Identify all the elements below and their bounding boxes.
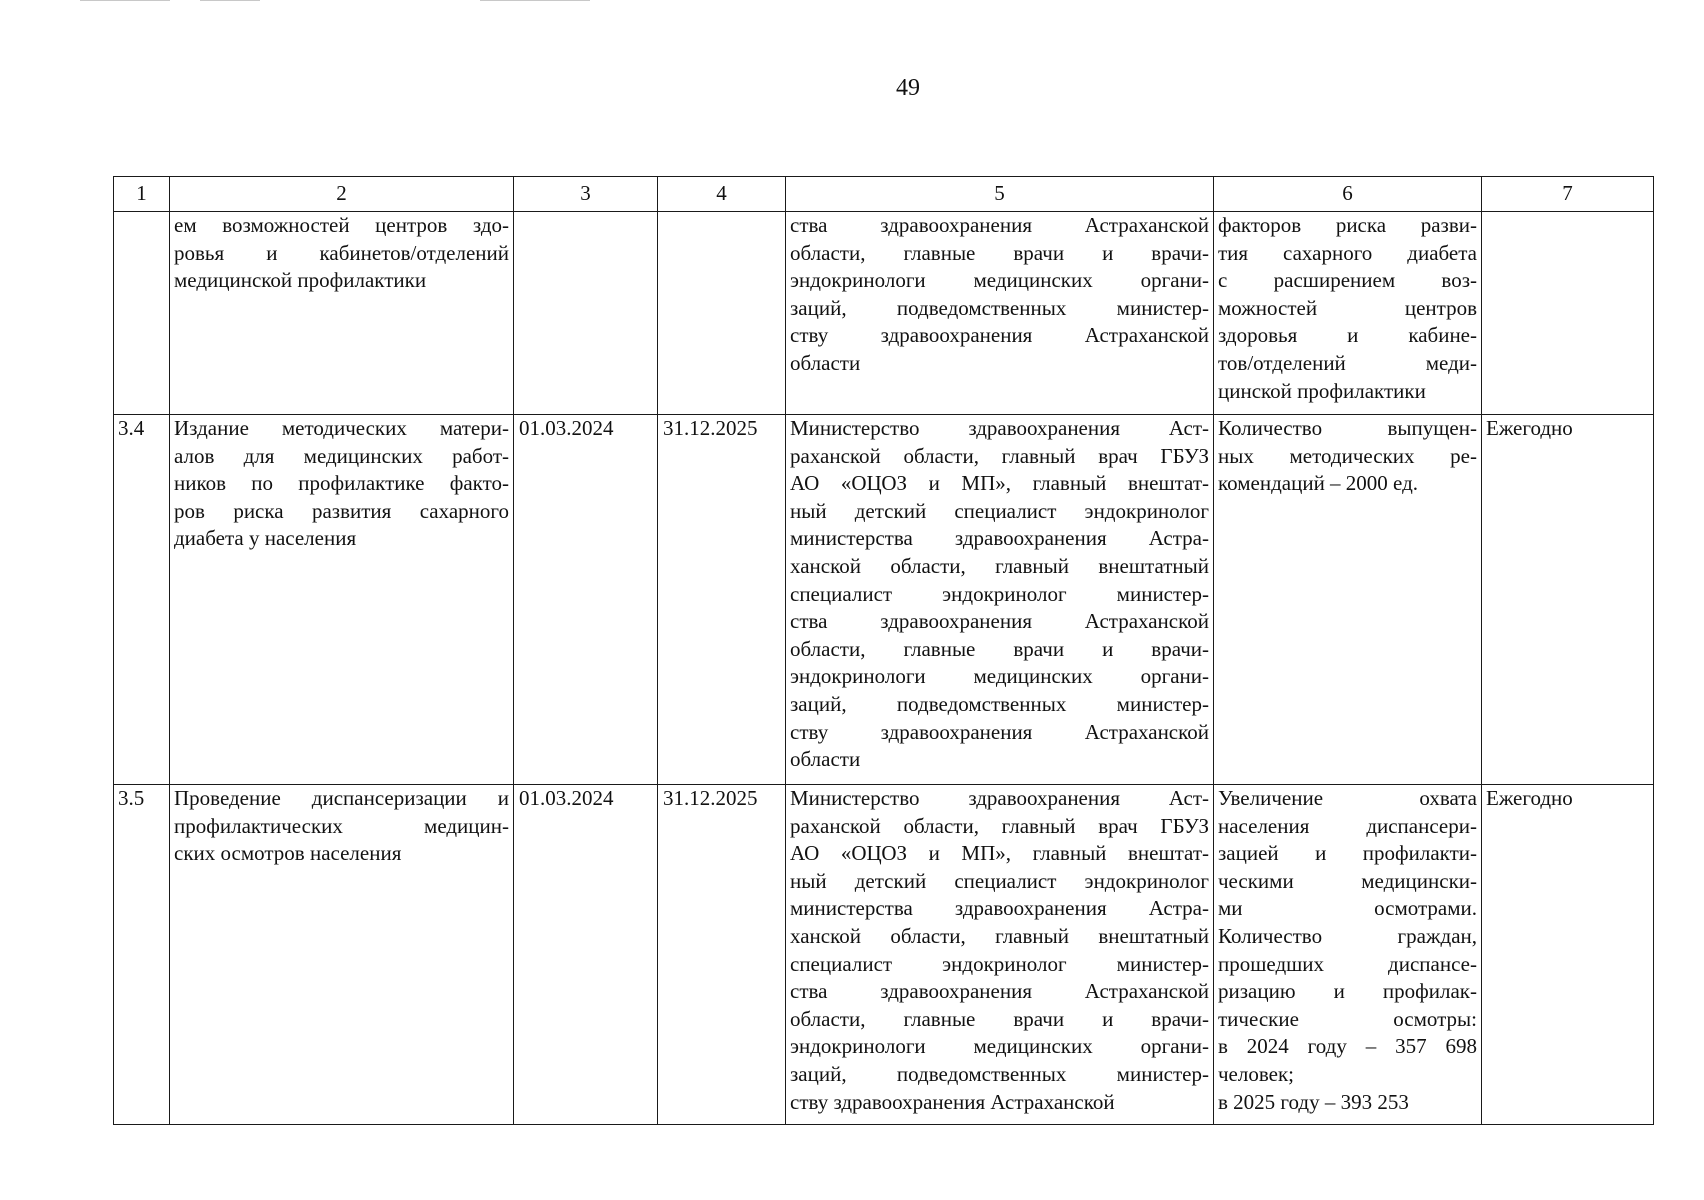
- executors-line: ханской области, главный внештатный: [790, 553, 1209, 578]
- executors-line: области, главные врачи и врачи-: [790, 240, 1209, 265]
- executors-line: эндокринологи медицинских органи-: [790, 664, 1209, 689]
- expected-result-line: населения диспансери-: [1218, 813, 1477, 838]
- measures-table: [113, 176, 1654, 1125]
- expected-result-line: в 2024 году – 357 698: [1218, 1034, 1477, 1059]
- executors-line: Министерство здравоохранения Аст-: [790, 416, 1209, 440]
- start-date: 01.03.2024: [514, 785, 658, 1125]
- table-row: [114, 785, 1654, 1125]
- table-header-row: [114, 177, 1654, 212]
- expected-result-line: Количество выпущен-: [1218, 416, 1477, 440]
- executors-line: ству здравоохранения Астраханской: [790, 719, 1209, 744]
- expected-result-line: Количество граждан,: [1218, 923, 1477, 948]
- executors-line: Министерство здравоохранения Аст-: [790, 786, 1209, 810]
- page-number: 49: [896, 75, 920, 101]
- start-date: 01.03.2024: [514, 415, 658, 785]
- executors-line: ханской области, главный внештатный: [790, 923, 1209, 948]
- measure-name: [170, 785, 514, 1125]
- measure-name-line: ров риска развития сахарного: [174, 498, 509, 523]
- start-date: [514, 212, 658, 415]
- expected-result-line: человек;: [1218, 1061, 1295, 1086]
- measure-name-line: ников по профилактике факто-: [174, 471, 509, 496]
- executors-line: раханской области, главный врач ГБУЗ: [790, 813, 1209, 838]
- measure-name-line: профилактических медицин-: [174, 813, 509, 838]
- expected-result-line: факторов риска разви-: [1218, 213, 1477, 237]
- measure-name: [170, 212, 514, 415]
- expected-result-line: ризацию и профилак-: [1218, 979, 1477, 1004]
- expected-result-line: комендаций – 2000 ед.: [1218, 471, 1419, 496]
- executors-line: заций, подведомственных министер-: [790, 295, 1209, 320]
- executors-line: ный детский специалист эндокринолог: [790, 868, 1209, 893]
- measure-name-line: медицинской профилактики: [174, 268, 427, 293]
- executors-line: ству здравоохранения Астраханской: [790, 1089, 1115, 1114]
- executors-line: АО «ОЦОЗ и МП», главный внештат-: [790, 841, 1209, 866]
- executors: [786, 212, 1214, 415]
- measure-name-line: ем возможностей центров здо-: [174, 213, 509, 237]
- measure-name-line: Проведение диспансеризации и: [174, 786, 509, 810]
- expected-result-line: ми осмотрами.: [1218, 896, 1477, 921]
- measure-name-line: алов для медицинских работ-: [174, 443, 509, 468]
- measure-name-line: диабета у населения: [174, 526, 357, 551]
- expected-result-line: можностей центров: [1218, 295, 1477, 320]
- expected-result-line: тические осмотры:: [1218, 1006, 1477, 1031]
- header-cell: 5: [786, 177, 1214, 212]
- executors-line: раханской области, главный врач ГБУЗ: [790, 443, 1209, 468]
- expected-result-line: ных методических ре-: [1218, 443, 1477, 468]
- expected-result-line: ческими медицински-: [1218, 868, 1477, 893]
- executors-line: ства здравоохранения Астраханской: [790, 609, 1209, 634]
- executors-line: области: [790, 350, 861, 375]
- table-row: [114, 415, 1654, 785]
- executors-line: министерства здравоохранения Астра-: [790, 526, 1209, 551]
- frequency: Ежегодно: [1482, 785, 1654, 1125]
- frequency: [1482, 212, 1654, 415]
- header-cell: 2: [170, 177, 514, 212]
- scan-artifact-line: [80, 0, 170, 1]
- executors-line: ству здравоохранения Астраханской: [790, 323, 1209, 348]
- table-row: [114, 212, 1654, 415]
- executors-line: ства здравоохранения Астраханской: [790, 979, 1209, 1004]
- expected-result-line: тия сахарного диабета: [1218, 240, 1477, 265]
- executors-line: специалист эндокринолог министер-: [790, 581, 1209, 606]
- measure-name: [170, 415, 514, 785]
- item-number: 3.4: [114, 415, 170, 785]
- expected-result: [1214, 785, 1482, 1125]
- executors-line: области, главные врачи и врачи-: [790, 1006, 1209, 1031]
- expected-result-line: цинской профилактики: [1218, 378, 1426, 403]
- end-date: 31.12.2025: [658, 415, 786, 785]
- measure-name-line: ских осмотров населения: [174, 841, 402, 866]
- expected-result-line: Увеличение охвата: [1218, 786, 1477, 810]
- expected-result: [1214, 212, 1482, 415]
- expected-result-line: в 2025 году – 393 253: [1218, 1089, 1409, 1114]
- end-date: 31.12.2025: [658, 785, 786, 1125]
- scan-artifact-line: [200, 0, 260, 1]
- header-cell: 3: [514, 177, 658, 212]
- frequency: Ежегодно: [1482, 415, 1654, 785]
- item-number: 3.5: [114, 785, 170, 1125]
- header-cell: 4: [658, 177, 786, 212]
- executors-line: ства здравоохранения Астраханской: [790, 213, 1209, 237]
- measure-name-line: Издание методических матери-: [174, 416, 509, 440]
- measure-name-line: ровья и кабинетов/отделений: [174, 240, 509, 265]
- header-cell: 7: [1482, 177, 1654, 212]
- executors-line: области: [790, 747, 861, 772]
- expected-result-line: прошедших диспансе-: [1218, 951, 1477, 976]
- header-cell: 1: [114, 177, 170, 212]
- item-number: [114, 212, 170, 415]
- executors-line: заций, подведомственных министер-: [790, 691, 1209, 716]
- scan-artifact-line: [480, 0, 590, 1]
- executors-line: заций, подведомственных министер-: [790, 1061, 1209, 1086]
- executors-line: ный детский специалист эндокринолог: [790, 498, 1209, 523]
- expected-result-line: с расширением воз-: [1218, 268, 1477, 293]
- expected-result-line: зацией и профилакти-: [1218, 841, 1477, 866]
- executors-line: министерства здравоохранения Астра-: [790, 896, 1209, 921]
- executors-line: эндокринологи медицинских органи-: [790, 268, 1209, 293]
- executors: [786, 785, 1214, 1125]
- executors: [786, 415, 1214, 785]
- expected-result-line: тов/отделений меди-: [1218, 350, 1477, 375]
- header-cell: 6: [1214, 177, 1482, 212]
- executors-line: области, главные врачи и врачи-: [790, 636, 1209, 661]
- expected-result: [1214, 415, 1482, 785]
- end-date: [658, 212, 786, 415]
- executors-line: специалист эндокринолог министер-: [790, 951, 1209, 976]
- executors-line: эндокринологи медицинских органи-: [790, 1034, 1209, 1059]
- executors-line: АО «ОЦОЗ и МП», главный внештат-: [790, 471, 1209, 496]
- expected-result-line: здоровья и кабине-: [1218, 323, 1477, 348]
